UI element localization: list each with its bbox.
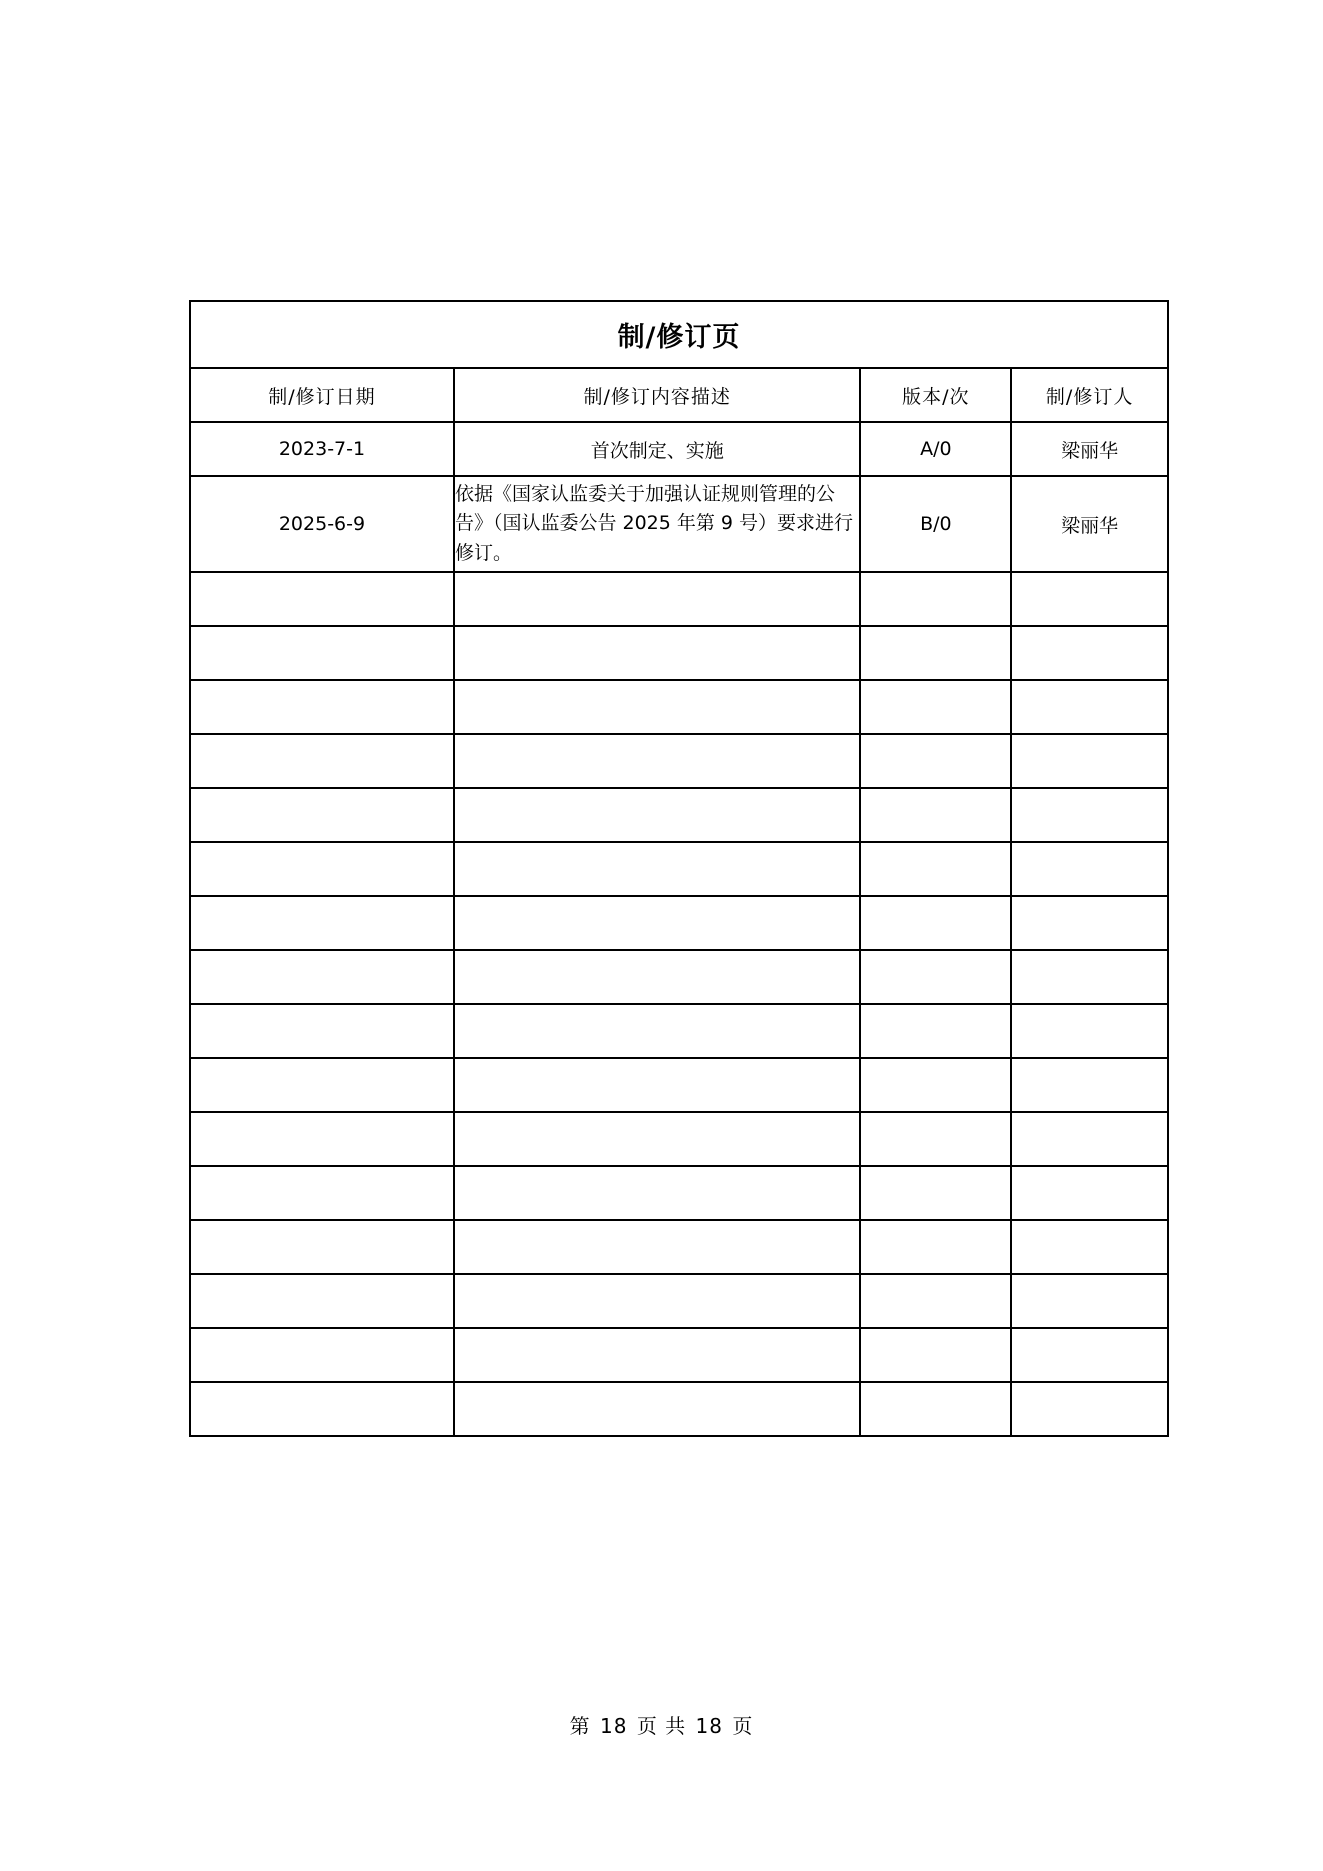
cell-author	[1011, 734, 1168, 788]
table-row-empty	[190, 1328, 1168, 1382]
cell-version	[860, 1004, 1011, 1058]
cell-author	[1011, 680, 1168, 734]
table-row-empty	[190, 734, 1168, 788]
column-header-date: 制/修订日期	[190, 368, 454, 422]
column-header-description: 制/修订内容描述	[454, 368, 861, 422]
cell-version	[860, 1058, 1011, 1112]
cell-date	[190, 680, 454, 734]
cell-description	[454, 1166, 861, 1220]
cell-version	[860, 896, 1011, 950]
cell-version	[860, 1112, 1011, 1166]
table-row	[190, 422, 1168, 476]
cell-version	[860, 788, 1011, 842]
cell-version	[860, 1220, 1011, 1274]
cell-description	[454, 842, 861, 896]
cell-version: B/0	[860, 476, 1011, 572]
cell-author: 梁丽华	[1011, 422, 1168, 476]
cell-date	[190, 1220, 454, 1274]
cell-author	[1011, 1166, 1168, 1220]
table-row-empty	[190, 1112, 1168, 1166]
table-row-empty	[190, 1220, 1168, 1274]
cell-description: 首次制定、实施	[454, 422, 861, 476]
cell-version	[860, 1382, 1011, 1436]
table-row-empty	[190, 842, 1168, 896]
table-row-empty	[190, 1382, 1168, 1436]
cell-date	[190, 734, 454, 788]
cell-description	[454, 788, 861, 842]
cell-author	[1011, 572, 1168, 626]
table-row-empty	[190, 680, 1168, 734]
cell-date	[190, 788, 454, 842]
column-header-author: 制/修订人	[1011, 368, 1168, 422]
cell-date	[190, 842, 454, 896]
cell-version	[860, 1274, 1011, 1328]
table-title-row	[190, 301, 1168, 368]
cell-date	[190, 1328, 454, 1382]
cell-date	[190, 572, 454, 626]
cell-author	[1011, 1220, 1168, 1274]
cell-author	[1011, 842, 1168, 896]
cell-version	[860, 950, 1011, 1004]
cell-author	[1011, 788, 1168, 842]
cell-description	[454, 1328, 861, 1382]
cell-author	[1011, 1274, 1168, 1328]
cell-version	[860, 572, 1011, 626]
cell-date	[190, 896, 454, 950]
cell-date: 2025-6-9	[190, 476, 454, 572]
cell-date	[190, 1274, 454, 1328]
table-header-row	[190, 368, 1168, 422]
column-header-version: 版本/次	[860, 368, 1011, 422]
cell-description	[454, 734, 861, 788]
cell-date	[190, 1112, 454, 1166]
footer-total-pages: 18	[695, 1714, 723, 1738]
footer-middle: 页 共	[636, 1714, 687, 1738]
cell-description	[454, 1058, 861, 1112]
cell-description	[454, 1004, 861, 1058]
table-row-empty	[190, 896, 1168, 950]
cell-version	[860, 1328, 1011, 1382]
table-row-empty	[190, 1166, 1168, 1220]
cell-author	[1011, 1058, 1168, 1112]
table-row-empty	[190, 572, 1168, 626]
cell-date	[190, 626, 454, 680]
cell-date	[190, 1004, 454, 1058]
cell-description	[454, 1382, 861, 1436]
page-footer	[0, 1710, 1323, 1739]
table-row	[190, 476, 1168, 572]
revision-history-table	[189, 300, 1169, 1437]
cell-description	[454, 680, 861, 734]
table-row-empty	[190, 1004, 1168, 1058]
footer-prefix: 第	[569, 1714, 591, 1738]
cell-version	[860, 1166, 1011, 1220]
cell-description	[454, 1220, 861, 1274]
cell-version	[860, 734, 1011, 788]
cell-author	[1011, 1328, 1168, 1382]
cell-description: 依据《国家认监委关于加强认证规则管理的公告》（国认监委公告 2025 年第 9 号）要求进行修订。	[454, 476, 861, 572]
cell-author	[1011, 626, 1168, 680]
footer-current-page: 18	[600, 1714, 628, 1738]
cell-version	[860, 842, 1011, 896]
cell-date: 2023-7-1	[190, 422, 454, 476]
cell-description	[454, 1112, 861, 1166]
table-row-empty	[190, 788, 1168, 842]
cell-author	[1011, 1382, 1168, 1436]
table-row-empty	[190, 1058, 1168, 1112]
table-row-empty	[190, 626, 1168, 680]
cell-author	[1011, 1112, 1168, 1166]
cell-author	[1011, 950, 1168, 1004]
cell-description	[454, 626, 861, 680]
cell-version	[860, 626, 1011, 680]
cell-description	[454, 1274, 861, 1328]
cell-version: A/0	[860, 422, 1011, 476]
cell-date	[190, 1166, 454, 1220]
cell-description	[454, 572, 861, 626]
cell-description	[454, 896, 861, 950]
cell-date	[190, 1382, 454, 1436]
cell-description	[454, 950, 861, 1004]
cell-version	[860, 680, 1011, 734]
cell-date	[190, 1058, 454, 1112]
table-row-empty	[190, 1274, 1168, 1328]
cell-date	[190, 950, 454, 1004]
footer-suffix: 页	[732, 1714, 754, 1738]
cell-author	[1011, 1004, 1168, 1058]
cell-author	[1011, 896, 1168, 950]
table-row-empty	[190, 950, 1168, 1004]
cell-author: 梁丽华	[1011, 476, 1168, 572]
table-title: 制/修订页	[190, 301, 1168, 368]
